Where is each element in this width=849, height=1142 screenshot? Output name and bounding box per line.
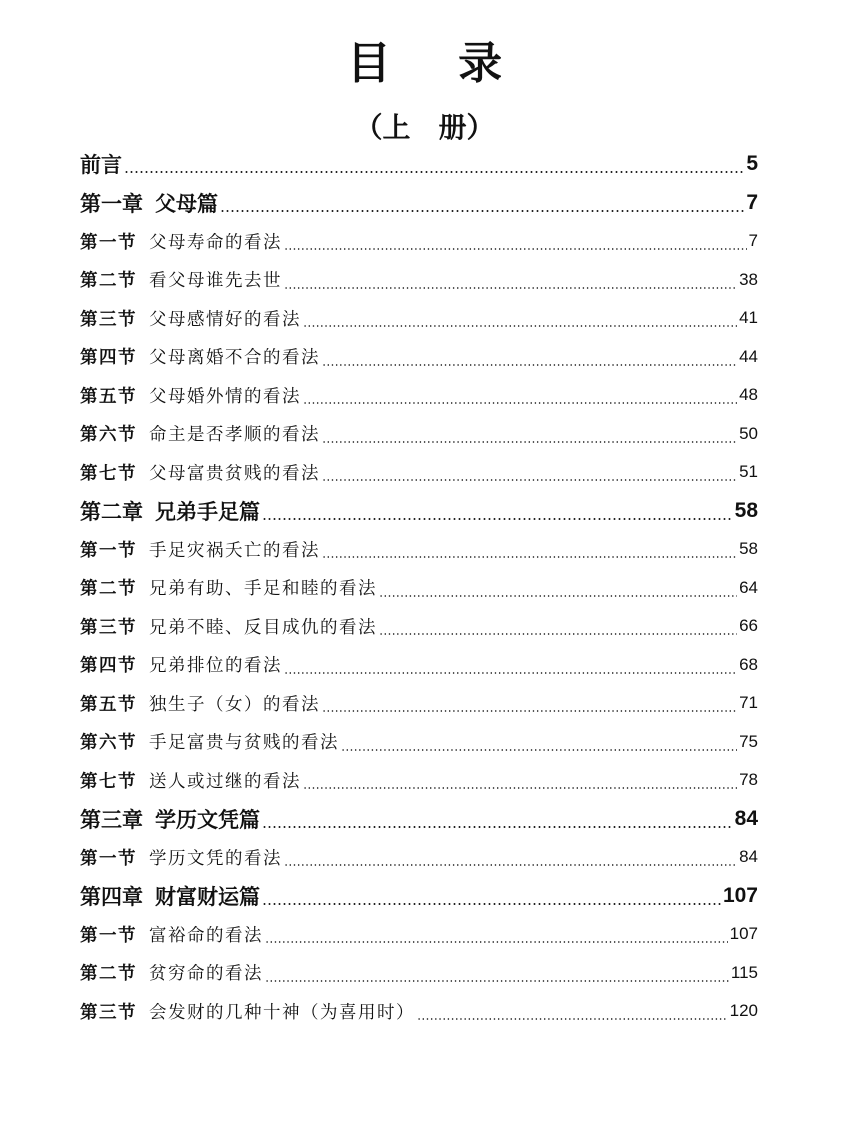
toc-entry-title bbox=[80, 267, 282, 292]
toc-entry-title bbox=[80, 881, 260, 911]
section-number: 第三节 bbox=[80, 309, 137, 330]
toc-chapter-row bbox=[80, 800, 758, 839]
toc-entry-title bbox=[80, 999, 415, 1024]
entry-name: 手足灾祸夭亡的看法 bbox=[149, 540, 320, 561]
dot-leader bbox=[262, 518, 733, 520]
dot-leader bbox=[220, 210, 744, 212]
dot-leader bbox=[322, 364, 737, 366]
page-number: 41 bbox=[739, 308, 758, 328]
entry-name: 学历文凭篇 bbox=[155, 808, 260, 832]
dot-leader bbox=[379, 633, 737, 635]
toc-entry-title bbox=[80, 845, 282, 870]
toc-entry-title bbox=[80, 306, 301, 331]
page-number: 66 bbox=[739, 616, 758, 636]
toc-entry-title bbox=[80, 960, 263, 985]
dot-leader bbox=[322, 710, 737, 712]
toc-section-row bbox=[80, 607, 758, 646]
section-number: 第一节 bbox=[80, 232, 137, 253]
page-number: 38 bbox=[739, 269, 758, 289]
chapter-number: 第四章 bbox=[80, 885, 143, 909]
entry-name: 命主是否孝顺的看法 bbox=[149, 425, 320, 446]
toc-entry-title bbox=[80, 460, 320, 485]
chapter-number: 前言 bbox=[80, 154, 122, 178]
dot-leader bbox=[341, 749, 737, 751]
page-number: 78 bbox=[739, 770, 758, 790]
toc-section-row bbox=[80, 992, 758, 1031]
toc-entry-title bbox=[80, 575, 377, 600]
section-number: 第四节 bbox=[80, 656, 137, 677]
toc-chapter-row bbox=[80, 184, 758, 223]
entry-name: 独生子（女）的看法 bbox=[149, 694, 320, 715]
dot-leader bbox=[284, 287, 737, 289]
section-number: 第一节 bbox=[80, 540, 137, 561]
section-number: 第六节 bbox=[80, 425, 137, 446]
toc-section-row bbox=[80, 415, 758, 454]
page-title: 目 录 bbox=[346, 38, 529, 89]
entry-name: 兄弟有助、手足和睦的看法 bbox=[149, 579, 377, 600]
toc-entry-title bbox=[80, 188, 218, 218]
toc-section-row bbox=[80, 376, 758, 415]
entry-name: 学历文凭的看法 bbox=[149, 848, 282, 869]
page-number: 58 bbox=[734, 498, 758, 522]
entry-name: 兄弟不睦、反目成仇的看法 bbox=[149, 617, 377, 638]
entry-name: 兄弟手足篇 bbox=[155, 500, 260, 524]
toc-section-row bbox=[80, 684, 758, 723]
entry-name: 父母感情好的看法 bbox=[149, 309, 301, 330]
entry-name: 父母寿命的看法 bbox=[149, 232, 282, 253]
toc-section-row bbox=[80, 338, 758, 377]
page-number: 51 bbox=[739, 462, 758, 482]
section-number: 第五节 bbox=[80, 694, 137, 715]
dot-leader bbox=[265, 941, 728, 943]
section-number: 第二节 bbox=[80, 964, 137, 985]
section-number: 第七节 bbox=[80, 771, 137, 792]
section-number: 第四节 bbox=[80, 348, 137, 369]
section-number: 第六节 bbox=[80, 733, 137, 754]
toc-section-row bbox=[80, 954, 758, 993]
toc-entry-title bbox=[80, 691, 320, 716]
entry-name: 兄弟排位的看法 bbox=[149, 656, 282, 677]
chapter-number: 第三章 bbox=[80, 808, 143, 832]
dot-leader bbox=[322, 556, 737, 558]
toc-entry-title bbox=[80, 729, 339, 754]
page-number: 115 bbox=[730, 962, 758, 982]
dot-leader bbox=[124, 171, 744, 173]
page-number: 107 bbox=[722, 883, 758, 907]
toc-entry-title bbox=[80, 229, 282, 254]
toc-chapter-row bbox=[80, 145, 758, 184]
table-of-contents bbox=[80, 145, 758, 1031]
toc-section-row bbox=[80, 569, 758, 608]
entry-name: 父母离婚不合的看法 bbox=[149, 348, 320, 369]
toc-section-row bbox=[80, 838, 758, 877]
entry-name: 贫穷命的看法 bbox=[149, 964, 263, 985]
toc-entry-title bbox=[80, 922, 263, 947]
toc-section-row bbox=[80, 261, 758, 300]
entry-name: 手足富贵与贫贱的看法 bbox=[149, 733, 339, 754]
entry-name: 父母婚外情的看法 bbox=[149, 386, 301, 407]
toc-chapter-row bbox=[80, 877, 758, 916]
toc-entry-title bbox=[80, 804, 260, 834]
dot-leader bbox=[303, 787, 737, 789]
toc-entry-title bbox=[80, 383, 301, 408]
page-number: 64 bbox=[739, 577, 758, 597]
page-number: 7 bbox=[746, 190, 758, 214]
toc-section-row bbox=[80, 222, 758, 261]
entry-name: 父母富贵贫贱的看法 bbox=[149, 463, 320, 484]
toc-entry-title bbox=[80, 768, 301, 793]
page-number: 71 bbox=[739, 693, 758, 713]
entry-name: 看父母谁先去世 bbox=[149, 271, 282, 292]
section-number: 第五节 bbox=[80, 386, 137, 407]
section-number: 第二节 bbox=[80, 579, 137, 600]
section-number: 第二节 bbox=[80, 271, 137, 292]
page-number: 84 bbox=[734, 806, 758, 830]
dot-leader bbox=[284, 864, 737, 866]
toc-entry-title bbox=[80, 537, 320, 562]
toc-entry-title bbox=[80, 421, 320, 446]
page-number: 50 bbox=[739, 423, 758, 443]
section-number: 第三节 bbox=[80, 617, 137, 638]
toc-entry-title bbox=[80, 496, 260, 526]
chapter-number: 第二章 bbox=[80, 500, 143, 524]
toc-section-row bbox=[80, 723, 758, 762]
section-number: 第一节 bbox=[80, 925, 137, 946]
entry-name: 父母篇 bbox=[155, 192, 218, 216]
page-number: 120 bbox=[729, 1001, 758, 1021]
section-number: 第一节 bbox=[80, 848, 137, 869]
toc-section-row bbox=[80, 530, 758, 569]
toc-entry-title bbox=[80, 652, 282, 677]
page-number: 7 bbox=[748, 231, 758, 251]
dot-leader bbox=[265, 980, 729, 982]
page-number: 75 bbox=[739, 731, 758, 751]
toc-chapter-row bbox=[80, 492, 758, 531]
dot-leader bbox=[284, 672, 737, 674]
dot-leader bbox=[262, 826, 733, 828]
page-number: 68 bbox=[739, 654, 758, 674]
dot-leader bbox=[303, 402, 737, 404]
toc-entry-title bbox=[80, 344, 320, 369]
page-number: 48 bbox=[739, 385, 758, 405]
entry-name: 财富财运篇 bbox=[155, 885, 260, 909]
entry-name: 送人或过继的看法 bbox=[149, 771, 301, 792]
page-number: 84 bbox=[739, 847, 758, 867]
section-number: 第七节 bbox=[80, 463, 137, 484]
dot-leader bbox=[284, 248, 747, 250]
section-number: 第三节 bbox=[80, 1002, 137, 1023]
toc-section-row bbox=[80, 646, 758, 685]
dot-leader bbox=[417, 1018, 728, 1020]
entry-name: 富裕命的看法 bbox=[149, 925, 263, 946]
entry-name: 会发财的几种十神（为喜用时） bbox=[149, 1002, 415, 1023]
toc-section-row bbox=[80, 299, 758, 338]
toc-entry-title bbox=[80, 614, 377, 639]
dot-leader bbox=[322, 479, 737, 481]
toc-section-row bbox=[80, 761, 758, 800]
dot-leader bbox=[379, 595, 737, 597]
toc-entry-title bbox=[80, 149, 122, 179]
dot-leader bbox=[322, 441, 737, 443]
page-number: 58 bbox=[739, 539, 758, 559]
dot-leader bbox=[262, 903, 721, 905]
toc-section-row bbox=[80, 453, 758, 492]
toc-section-row bbox=[80, 915, 758, 954]
dot-leader bbox=[303, 325, 737, 327]
page-number: 44 bbox=[739, 346, 758, 366]
page-number: 107 bbox=[729, 924, 758, 944]
volume-subtitle: （上 册） bbox=[354, 111, 495, 144]
page-number: 5 bbox=[746, 152, 758, 176]
chapter-number: 第一章 bbox=[80, 192, 143, 216]
